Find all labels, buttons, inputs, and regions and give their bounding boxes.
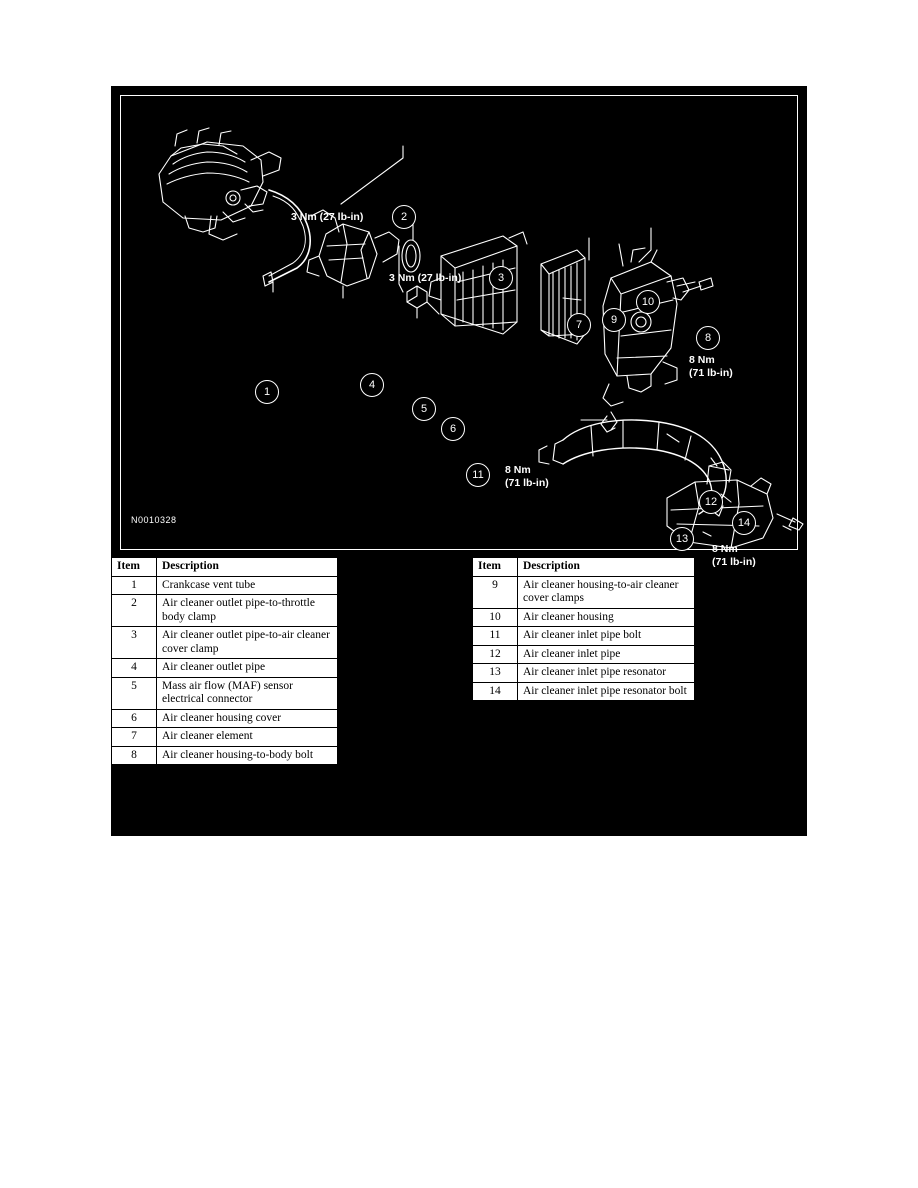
callout-balloon-11: 11 [466,463,490,487]
callout-balloon-12: 12 [699,490,723,514]
torque-label-8 [689,354,733,380]
callout-balloon-2: 2 [392,205,416,229]
table-header-row [112,558,338,577]
callout-balloon-5: 5 [412,397,436,421]
table-header-row [473,558,695,577]
torque-label-2 [291,211,363,224]
cell-item: 13 [473,664,518,683]
table-row [112,659,338,678]
torque-label-3 [389,272,461,285]
table-row [473,664,695,683]
continued-label: (Continued) [116,819,162,829]
cell-item: 9 [473,576,518,608]
torque-label-11-line2: (71 lb-in) [505,477,549,489]
table-row [473,576,695,608]
torque-label-8-line1: 8 Nm [689,354,715,366]
torque-label-2-line1: 3 Nm (27 lb-in) [291,211,364,223]
cell-description: Air cleaner housing cover [157,709,338,728]
air-cleaner-exploded-view-illustration [111,86,807,561]
torque-label-14-line2: (71 lb-in) [712,556,756,568]
callout-balloon-7: 7 [567,313,591,337]
table-row [112,709,338,728]
cell-description: Air cleaner outlet pipe-to-air cleaner cover clamp [157,627,338,659]
table-row [473,627,695,646]
cell-item: 14 [473,682,518,701]
cell-description: Air cleaner inlet pipe bolt [518,627,695,646]
cell-item: 5 [112,677,157,709]
column-header-item: Item [112,558,157,577]
cell-description: Air cleaner element [157,728,338,747]
cell-description: Air cleaner housing-to-body bolt [157,746,338,765]
cell-description: Mass air flow (MAF) sensor electrical connector [157,677,338,709]
table-row [473,608,695,627]
torque-label-8-line2: (71 lb-in) [689,367,733,379]
callout-balloon-9: 9 [602,308,626,332]
torque-label-3-line1: 3 Nm (27 lb-in) [389,272,462,284]
parts-table-right [472,557,695,701]
cell-item: 8 [112,746,157,765]
column-header-item: Item [473,558,518,577]
torque-label-14 [712,543,756,569]
callout-balloon-13: 13 [670,527,694,551]
table-row [112,576,338,595]
parts-table-left [111,557,338,765]
torque-label-14-line1: 8 Nm [712,543,738,555]
cell-item: 10 [473,608,518,627]
callout-balloon-3: 3 [489,266,513,290]
cell-description: Air cleaner outlet pipe [157,659,338,678]
cell-description: Crankcase vent tube [157,576,338,595]
column-header-description: Description [518,558,695,577]
cell-item: 4 [112,659,157,678]
table-row [473,682,695,701]
cell-description: Air cleaner inlet pipe resonator [518,664,695,683]
callout-balloon-14: 14 [732,511,756,535]
callout-balloon-8: 8 [696,326,720,350]
cell-description: Air cleaner housing-to-air cleaner cover clamps [518,576,695,608]
cell-item: 6 [112,709,157,728]
cell-description: Air cleaner inlet pipe resonator bolt [518,682,695,701]
cell-description: Air cleaner housing [518,608,695,627]
cell-item: 3 [112,627,157,659]
torque-label-11 [505,464,549,490]
cell-item: 1 [112,576,157,595]
column-header-description: Description [157,558,338,577]
cell-description: Air cleaner inlet pipe [518,645,695,664]
table-row [112,746,338,765]
callout-balloon-4: 4 [360,373,384,397]
cell-item: 11 [473,627,518,646]
callout-balloon-1: 1 [255,380,279,404]
cell-item: 2 [112,595,157,627]
table-row [112,728,338,747]
table-row [112,595,338,627]
torque-label-11-line1: 8 Nm [505,464,531,476]
table-row [112,677,338,709]
cell-item: 7 [112,728,157,747]
callout-balloon-10: 10 [636,290,660,314]
callout-balloon-6: 6 [441,417,465,441]
table-row [473,645,695,664]
table-row [112,627,338,659]
cell-description: Air cleaner outlet pipe-to-throttle body clamp [157,595,338,627]
cell-item: 12 [473,645,518,664]
figure-id-label: N0010328 [131,515,177,525]
